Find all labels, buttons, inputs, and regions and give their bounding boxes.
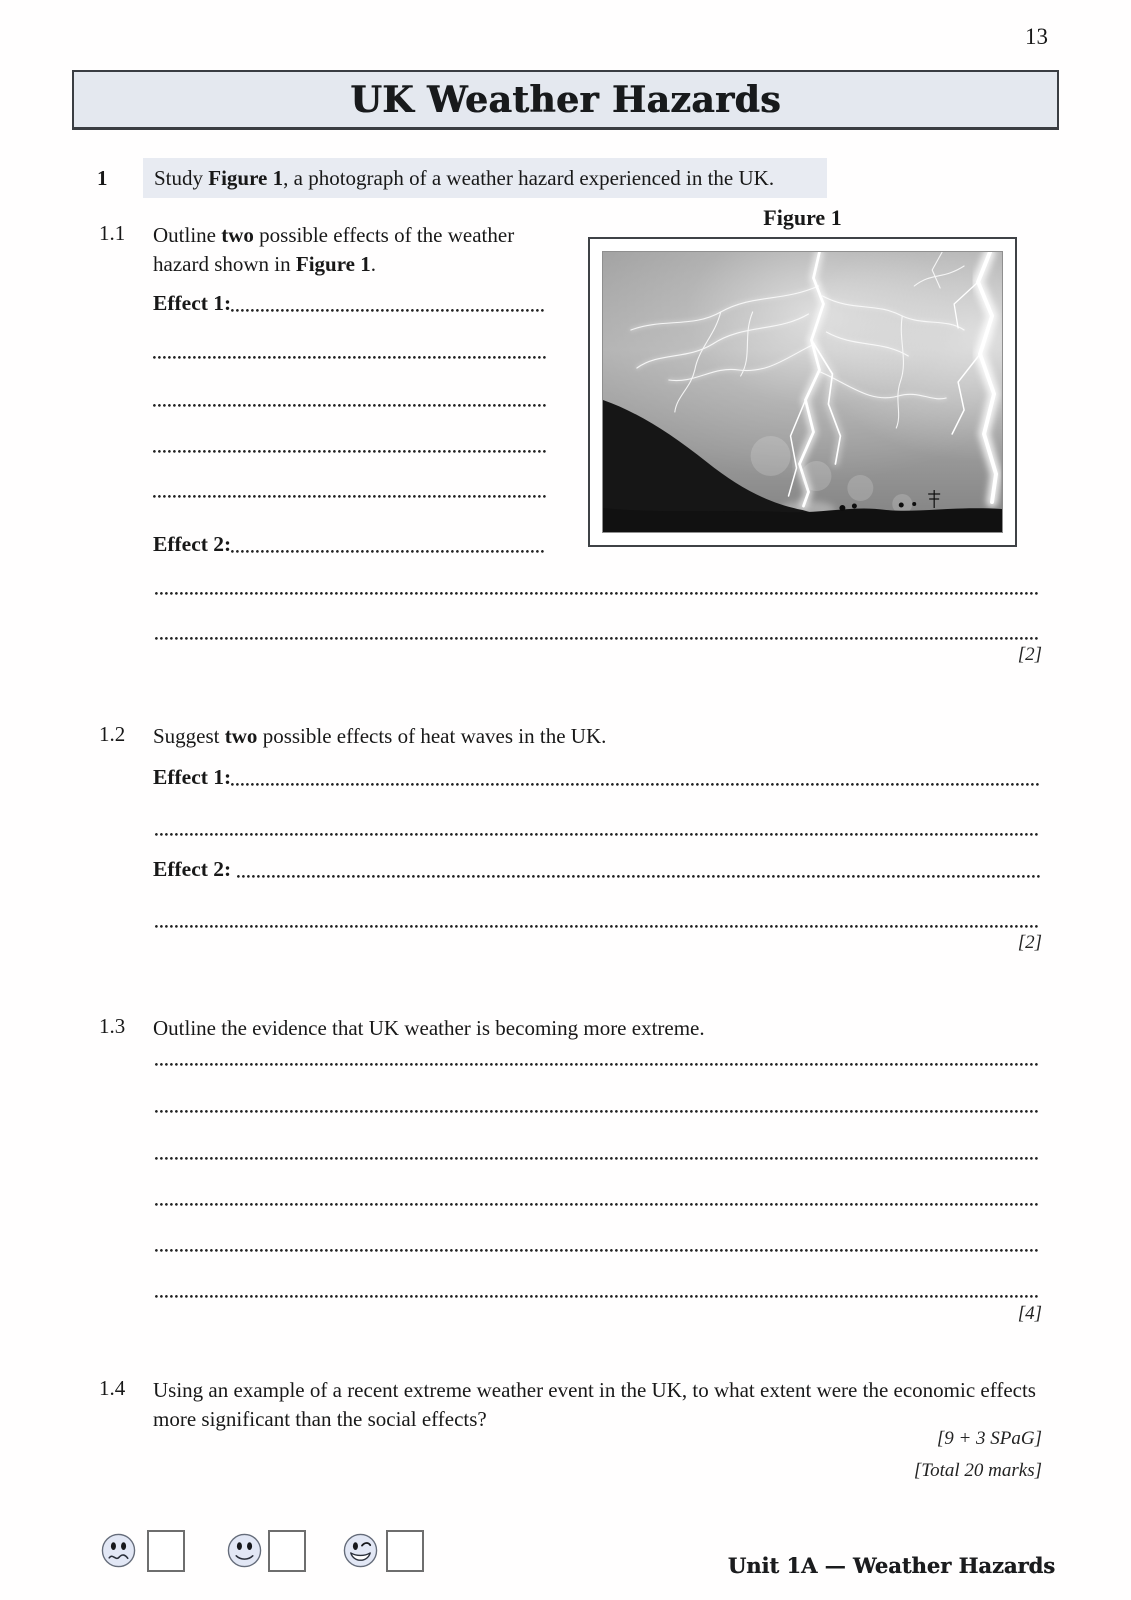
bold-two: two	[224, 724, 258, 748]
question-1-intro	[143, 158, 827, 198]
question-1-2-prompt: Suggest two possible effects of heat waves in the UK.	[153, 724, 607, 748]
effect-2-answer-row[interactable]	[153, 532, 546, 557]
title-banner	[72, 70, 1059, 130]
marks-1-4-total: [Total 20 marks]	[913, 1460, 1042, 1481]
question-1-intro-text: Study Figure 1, a photograph of a weather hazard experienced in the UK.	[154, 165, 775, 190]
marks-1-1: [2]	[1017, 644, 1042, 665]
effect-2-label: Effect 2:	[153, 532, 232, 556]
question-1-3-number: 1.3	[99, 1014, 126, 1038]
figure-1-frame	[588, 237, 1017, 547]
answer-line[interactable]	[237, 875, 1040, 878]
answer-line[interactable]	[153, 404, 546, 407]
figure-1-reference: Figure 1	[208, 165, 284, 190]
effect-2-answer-row[interactable]	[153, 857, 1040, 882]
effect-2-label: Effect 2:	[153, 857, 237, 881]
answer-line[interactable]	[153, 450, 546, 453]
unit-footer-label: Unit 1A — Weather Hazards	[727, 1553, 1055, 1578]
answer-line[interactable]	[155, 925, 1040, 928]
effect-1-answer-row[interactable]	[153, 291, 546, 316]
question-1-4-number: 1.4	[99, 1376, 126, 1400]
question-1-2-number: 1.2	[99, 722, 126, 746]
answer-line[interactable]	[231, 783, 1040, 786]
answer-line[interactable]	[231, 309, 546, 312]
answer-line[interactable]	[231, 550, 546, 553]
figure-1-reference: Figure 1	[295, 252, 371, 276]
marks-1-4-spag: [9 + 3 SPaG]	[936, 1428, 1042, 1449]
answer-line[interactable]	[155, 637, 1040, 640]
effect-1-label: Effect 1:	[153, 291, 232, 315]
answer-line[interactable]	[155, 1203, 1040, 1206]
answer-line[interactable]	[155, 1249, 1040, 1252]
page-title: UK Weather Hazards	[350, 78, 781, 121]
marks-1-3: [4]	[1017, 1303, 1042, 1324]
effect-1-label: Effect 1:	[153, 765, 232, 789]
question-1-3-prompt: Outline the evidence that UK weather is becoming more extreme.	[153, 1016, 705, 1040]
marks-1-2: [2]	[1017, 932, 1042, 953]
lightning-storm-photo	[602, 251, 1003, 533]
answer-line[interactable]	[153, 495, 546, 498]
answer-line[interactable]	[155, 1063, 1040, 1066]
bold-two: two	[221, 223, 254, 247]
question-1-1-prompt: Outline two possible effects of the weather hazard shown in Figure 1.	[153, 223, 515, 276]
question-1-number: 1	[97, 166, 108, 190]
answer-line[interactable]	[155, 1110, 1040, 1113]
answer-line[interactable]	[155, 833, 1040, 836]
answer-line[interactable]	[153, 356, 546, 359]
answer-line[interactable]	[155, 592, 1040, 595]
page-number: 13	[1025, 24, 1048, 49]
figure-1-caption: Figure 1	[763, 205, 842, 230]
effect-1-answer-row[interactable]	[153, 765, 1040, 790]
question-1-4-prompt: Using an example of a recent extreme weather event in the UK, to what extent were the economic effects more significant than the social effects?	[153, 1378, 1036, 1431]
question-1-1-number: 1.1	[99, 221, 126, 245]
answer-line[interactable]	[155, 1157, 1040, 1160]
answer-line[interactable]	[155, 1295, 1040, 1298]
